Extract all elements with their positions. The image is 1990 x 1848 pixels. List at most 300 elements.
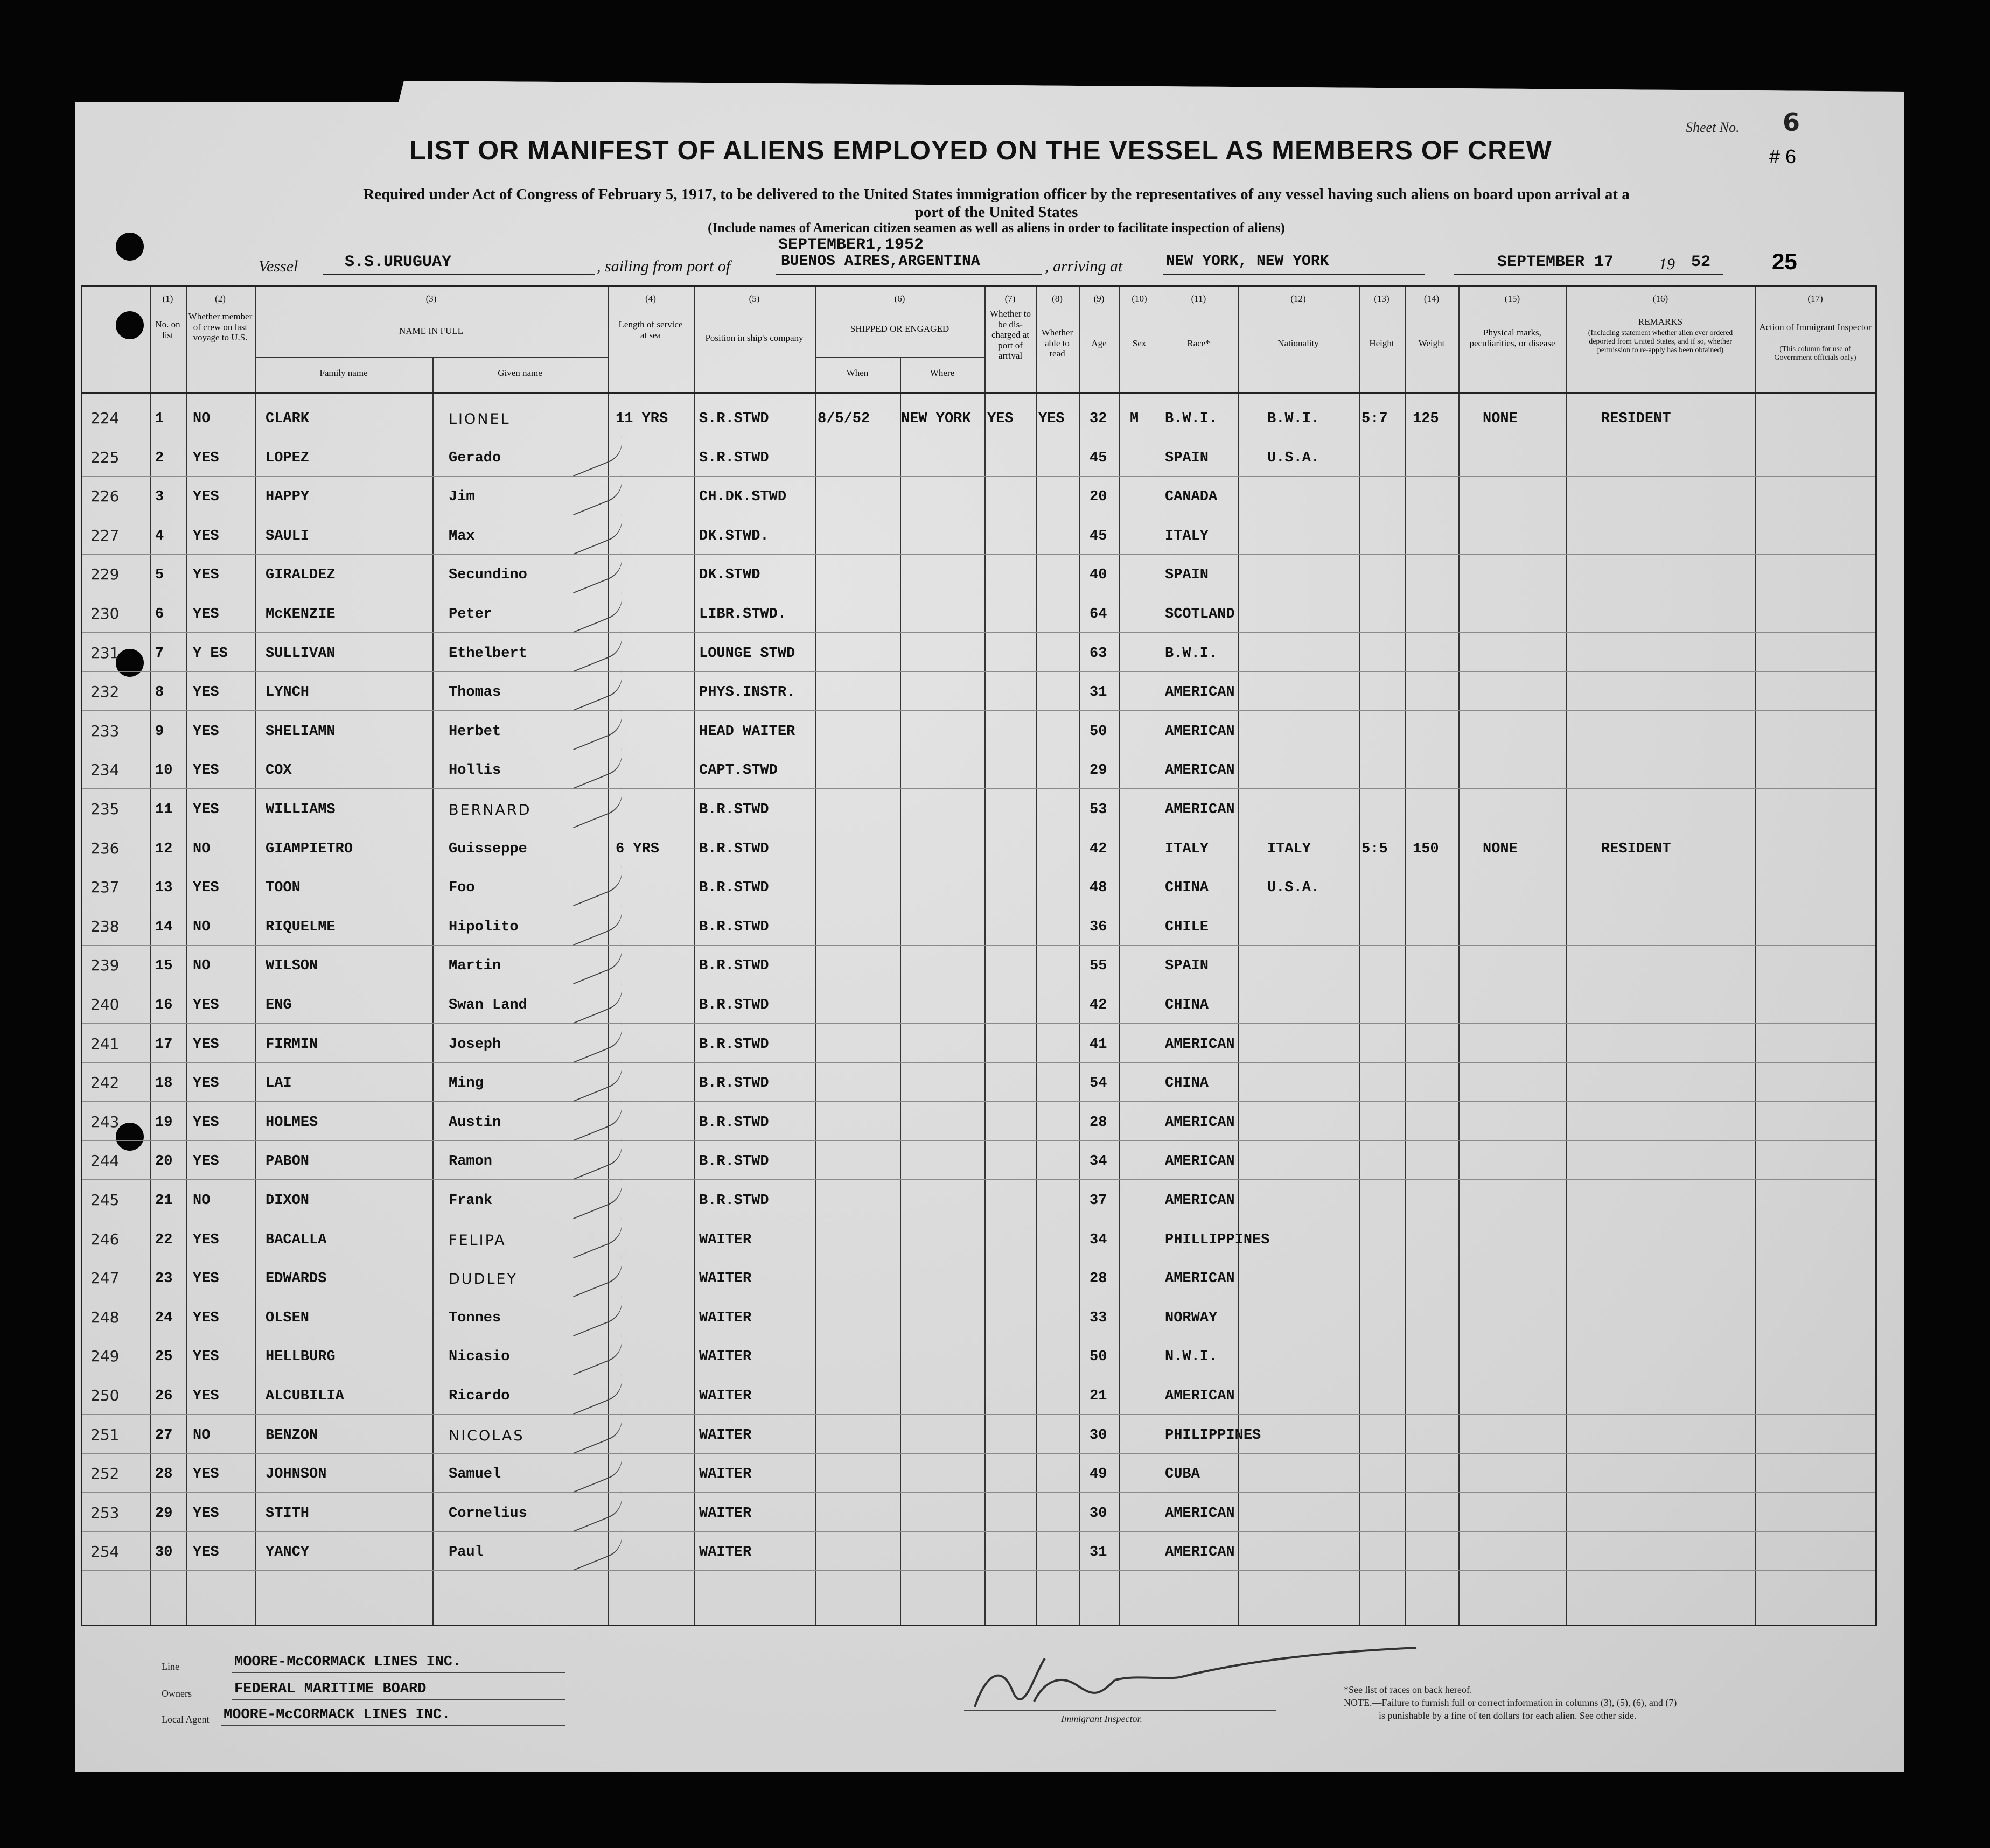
col-header-discharged: Whether to be dis-charged at port of arrival (990, 309, 1031, 361)
cell-race: SPAIN (1165, 567, 1209, 584)
row-rule (82, 671, 1875, 672)
cell-no: 3 (155, 489, 164, 506)
col-header-weight: Weight (1418, 338, 1445, 348)
cell-given-name: BERNARD (449, 802, 532, 818)
punch-hole (116, 233, 144, 261)
cell-position: WAITER (699, 1466, 752, 1483)
cell-last-voyage: NO (193, 919, 211, 935)
table-row (82, 997, 1875, 1036)
vessel-label: Vessel (259, 257, 298, 275)
cell-race: AMERICAN (1165, 1388, 1235, 1404)
table-row (82, 724, 1875, 762)
cell-race: PHILIPPINES (1165, 1427, 1261, 1444)
cell-age: 55 (1090, 958, 1107, 975)
cell-given-name: LIONEL (449, 411, 511, 428)
cell-race: AMERICAN (1165, 802, 1235, 818)
cell-last-voyage: NO (193, 411, 211, 427)
col-header-no: No. on list (155, 319, 180, 340)
cell-nationality: B.W.I. (1267, 411, 1320, 427)
cell-no: 10 (155, 762, 173, 779)
cell-given-name: Austin (449, 1114, 501, 1131)
cell-family-name: BACALLA (266, 1231, 327, 1248)
cell-age: 28 (1090, 1271, 1107, 1287)
cell-race: AMERICAN (1165, 1036, 1235, 1053)
table-row (82, 1388, 1875, 1427)
cell-race: CHINA (1165, 997, 1209, 1013)
cell-age: 63 (1090, 645, 1107, 662)
cell-nationality: U.S.A. (1267, 880, 1320, 897)
inspector-line (964, 1710, 1276, 1711)
col-header-where: Where (930, 368, 955, 378)
row-reference: 254 (90, 1543, 120, 1561)
col-header-inspector: Action of Immigrant Inspector (1759, 322, 1872, 332)
cell-last-voyage: YES (193, 1388, 219, 1404)
cell-family-name: LOPEZ (266, 450, 310, 466)
row-reference: 232 (90, 683, 120, 701)
row-reference: 243 (90, 1112, 120, 1131)
penalty-note-2: is punishable by a fine of ten dollars for each alien. See other side. (1379, 1710, 1637, 1721)
cell-position: WAITER (699, 1231, 752, 1248)
cell-position: B.R.STWD (699, 802, 769, 818)
cell-age: 48 (1090, 880, 1107, 897)
cell-position: B.R.STWD (699, 1075, 769, 1092)
cell-weight: 125 (1413, 411, 1439, 427)
col-13-number: (13) (1374, 293, 1389, 304)
cell-no: 23 (155, 1271, 173, 1287)
cell-position: CAPT.STWD (699, 762, 778, 779)
cell-given-name: Tonnes (449, 1310, 501, 1326)
cell-position: B.R.STWD (699, 1114, 769, 1131)
row-reference: 238 (90, 917, 120, 935)
owners-label: Owners (162, 1688, 192, 1699)
row-rule (82, 1062, 1875, 1063)
cell-given-name: Martin (449, 958, 501, 975)
cell-given-name: Secundino (449, 567, 527, 584)
cell-family-name: TOON (266, 880, 301, 897)
cell-age: 21 (1090, 1388, 1107, 1404)
cell-family-name: HAPPY (266, 489, 310, 506)
cell-family-name: JOHNSON (266, 1466, 327, 1483)
cell-race: AMERICAN (1165, 1193, 1235, 1209)
cell-given-name: Hipolito (449, 919, 519, 935)
cell-position: LIBR.STWD. (699, 606, 787, 622)
table-row (82, 919, 1875, 958)
cell-no: 21 (155, 1193, 173, 1209)
cell-family-name: SAULI (266, 528, 310, 544)
table-row (82, 1466, 1875, 1505)
cell-last-voyage: YES (193, 1544, 219, 1561)
cell-age: 50 (1090, 1349, 1107, 1366)
cell-position: WAITER (699, 1505, 752, 1522)
arrival-year-prefix: 19 (1659, 255, 1675, 273)
row-rule (82, 1570, 1875, 1571)
cell-given-name: Swan Land (449, 997, 527, 1013)
cell-race: AMERICAN (1165, 1153, 1235, 1170)
cell-given-name: Paul (449, 1544, 484, 1561)
row-rule (82, 1531, 1875, 1532)
cell-no: 5 (155, 567, 164, 584)
cell-family-name: LAI (266, 1075, 292, 1092)
table-row (82, 606, 1875, 645)
cell-given-name: Ethelbert (449, 645, 527, 662)
agent-label: Local Agent (162, 1714, 210, 1725)
arriving-port: NEW YORK, NEW YORK (1166, 253, 1329, 270)
row-reference: 237 (90, 878, 120, 897)
table-row (82, 1544, 1875, 1583)
cell-age: 34 (1090, 1153, 1107, 1170)
cell-remarks: RESIDENT (1601, 841, 1671, 857)
cell-race: AMERICAN (1165, 1271, 1235, 1287)
cell-family-name: BENZON (266, 1427, 318, 1444)
cell-family-name: HELLBURG (266, 1349, 336, 1366)
cell-race: B.W.I. (1165, 645, 1218, 662)
col-1-number: (1) (162, 293, 173, 304)
cell-family-name: SULLIVAN (266, 645, 336, 662)
cell-age: 64 (1090, 606, 1107, 622)
cell-race: AMERICAN (1165, 1505, 1235, 1522)
table-row (82, 450, 1875, 489)
col-12-number: (12) (1290, 293, 1306, 304)
row-reference: 245 (90, 1191, 120, 1209)
table-row (82, 841, 1875, 880)
row-rule (82, 1453, 1875, 1454)
cell-age: 40 (1090, 567, 1107, 584)
row-reference: 241 (90, 1034, 120, 1053)
cell-no: 14 (155, 919, 173, 935)
subtitle-line-1: Required under Act of Congress of February 5, 1917, to be delivered to the United States immigration officer by the representatives of any vessel having such aliens on board upon arrival at a (363, 186, 1630, 203)
col-header-sex: Sex (1132, 338, 1147, 348)
line-value: MOORE-McCORMACK LINES INC. (234, 1654, 462, 1670)
row-reference: 231 (90, 643, 120, 662)
col-10-number: (10) (1132, 293, 1147, 304)
cell-last-voyage: YES (193, 723, 219, 740)
sailing-label: , sailing from port of (597, 257, 731, 275)
cell-family-name: STITH (266, 1505, 310, 1522)
cell-last-voyage: YES (193, 802, 219, 818)
cell-family-name: HOLMES (266, 1114, 318, 1131)
cell-last-voyage: YES (193, 1271, 219, 1287)
header-rule (82, 392, 1875, 394)
row-rule (82, 1414, 1875, 1415)
cell-no: 1 (155, 411, 164, 427)
cell-last-voyage: YES (193, 684, 219, 701)
cell-last-voyage: Y ES (193, 645, 228, 662)
cell-race: AMERICAN (1165, 762, 1235, 779)
cell-race: CUBA (1165, 1466, 1200, 1483)
col-header-position: Position in ship's company (705, 333, 804, 343)
cell-age: 50 (1090, 723, 1107, 740)
table-row (82, 1349, 1875, 1388)
penalty-note-1: NOTE.—Failure to furnish full or correct information in columns (3), (5), (6), and (7) (1344, 1697, 1677, 1708)
cell-last-voyage: YES (193, 1349, 219, 1366)
cell-last-voyage: YES (193, 762, 219, 779)
cell-remarks: RESIDENT (1601, 411, 1671, 427)
cell-race: SCOTLAND (1165, 606, 1235, 622)
cell-no: 16 (155, 997, 173, 1013)
cell-given-name: NICOLAS (449, 1427, 525, 1444)
cell-last-voyage: YES (193, 1310, 219, 1326)
cell-service: 11 YRS (616, 411, 668, 427)
table-row (82, 684, 1875, 723)
col-header-service: Length of service at sea (618, 319, 683, 340)
row-reference: 249 (90, 1347, 120, 1366)
cell-family-name: LYNCH (266, 684, 310, 701)
table-row (82, 880, 1875, 919)
cell-race: N.W.I. (1165, 1349, 1218, 1366)
cell-no: 8 (155, 684, 164, 701)
row-rule (82, 632, 1875, 633)
col-header-nationality: Nationality (1277, 338, 1319, 348)
line-underline (232, 1672, 565, 1673)
row-reference: 226 (90, 487, 120, 506)
col-7-number: (7) (1004, 293, 1016, 304)
col-16-number: (16) (1652, 293, 1668, 304)
cell-race: B.W.I. (1165, 411, 1218, 427)
cell-family-name: ALCUBILIA (266, 1388, 344, 1404)
table-row (82, 643, 1875, 684)
cell-no: 2 (155, 450, 164, 466)
cell-family-name: GIAMPIETRO (266, 841, 353, 857)
col-2-number: (2) (215, 293, 226, 304)
arrival-year: 52 (1691, 253, 1711, 271)
cell-family-name: McKENZIE (266, 606, 336, 622)
vessel-name: S.S.URUGUAY (345, 253, 452, 271)
agent-underline (221, 1725, 565, 1726)
cell-age: 42 (1090, 841, 1107, 857)
cell-last-voyage: YES (193, 997, 219, 1013)
col-header-height: Height (1369, 338, 1394, 348)
crew-table (81, 285, 1877, 1626)
cell-family-name: SHELIAMN (266, 723, 336, 740)
sheet-number-label: Sheet No. (1686, 120, 1740, 135)
col-header-read: Whether able to read (1041, 327, 1073, 359)
row-rule (82, 945, 1875, 946)
cell-position: DK.STWD. (699, 528, 769, 544)
inspector-label: Immigrant Inspector. (1061, 1713, 1142, 1724)
sailing-port: BUENOS AIRES,ARGENTINA (781, 253, 980, 270)
row-rule (82, 1023, 1875, 1024)
cell-position: WAITER (699, 1310, 752, 1326)
row-reference: 250 (90, 1387, 120, 1404)
row-reference: 235 (90, 800, 120, 818)
cell-race: AMERICAN (1165, 684, 1235, 701)
cell-last-voyage: YES (193, 450, 219, 466)
cell-given-name: Peter (449, 606, 493, 622)
cell-no: 25 (155, 1349, 173, 1366)
cell-no: 6 (155, 606, 164, 622)
cell-last-voyage: YES (193, 1231, 219, 1248)
row-reference: 229 (90, 565, 120, 584)
cell-given-name: Herbet (449, 723, 501, 740)
cell-position: B.R.STWD (699, 1036, 769, 1053)
cell-no: 12 (155, 841, 173, 857)
cell-race: AMERICAN (1165, 1114, 1235, 1131)
cell-no: 29 (155, 1505, 173, 1522)
cell-position: WAITER (699, 1544, 752, 1561)
cell-last-voyage: YES (193, 1466, 219, 1483)
cell-age: 31 (1090, 684, 1107, 701)
row-reference: 240 (90, 996, 120, 1013)
table-row (82, 762, 1875, 801)
col-14-number: (14) (1423, 293, 1440, 304)
cell-race: ITALY (1165, 841, 1209, 857)
cell-age: 29 (1090, 762, 1107, 779)
cell-race: PHILLIPPINES (1165, 1231, 1270, 1248)
manifest-footer (81, 1632, 1877, 1772)
row-reference: 234 (90, 761, 120, 779)
cell-height: 5:5 (1361, 841, 1388, 857)
col-header-last-voyage: Whether member of crew on last voyage to U.S. (188, 311, 253, 343)
cell-no: 19 (155, 1114, 173, 1131)
col-11-number: (11) (1191, 293, 1206, 304)
cell-given-name: Gerado (449, 450, 501, 466)
cell-no: 27 (155, 1427, 173, 1444)
table-row (82, 411, 1875, 450)
cell-last-voyage: NO (193, 1427, 211, 1444)
col-header-age: Age (1091, 338, 1107, 348)
row-reference: 247 (90, 1269, 120, 1287)
table-row (82, 1112, 1875, 1153)
cell-given-name: Frank (449, 1193, 493, 1209)
row-reference: 244 (90, 1152, 120, 1170)
cell-given-name: Ramon (449, 1153, 493, 1170)
cell-age: 42 (1090, 997, 1107, 1013)
cell-family-name: ENG (266, 997, 292, 1013)
table-row (82, 1075, 1875, 1114)
cell-position: LOUNGE STWD (699, 645, 795, 662)
cell-position: B.R.STWD (699, 958, 769, 975)
col-header-race: Race* (1187, 338, 1210, 348)
table-row (82, 1153, 1875, 1192)
cell-given-name: Jim (449, 489, 475, 506)
cell-age: 54 (1090, 1075, 1107, 1092)
cell-no: 30 (155, 1544, 173, 1561)
row-reference: 248 (90, 1308, 120, 1326)
cell-family-name: RIQUELME (266, 919, 336, 935)
cell-family-name: EDWARDS (266, 1271, 327, 1287)
cell-no: 11 (155, 802, 173, 818)
row-rule (82, 788, 1875, 789)
cell-family-name: FIRMIN (266, 1036, 318, 1053)
cell-given-name: Nicasio (449, 1349, 510, 1366)
cell-position: DK.STWD (699, 567, 760, 584)
cell-position: S.R.STWD (699, 450, 769, 466)
cell-given-name: Max (449, 528, 475, 544)
name-subheader-rule (255, 357, 608, 358)
race-note: *See list of races on back hereof. (1344, 1684, 1472, 1695)
cell-marks: NONE (1483, 841, 1518, 857)
cell-position: HEAD WAITER (699, 723, 795, 740)
sailing-date: SEPTEMBER1,1952 (778, 236, 924, 254)
col-17-number: (17) (1807, 293, 1823, 304)
cell-nationality: U.S.A. (1267, 450, 1320, 466)
cell-last-voyage: YES (193, 1114, 219, 1131)
cell-family-name: DIXON (266, 1193, 310, 1209)
row-reference: 236 (90, 839, 120, 857)
col-6-number: (6) (894, 293, 905, 304)
row-reference: 252 (90, 1465, 120, 1483)
cell-race: ITALY (1165, 528, 1209, 544)
cell-age: 41 (1090, 1036, 1107, 1053)
cell-position: WAITER (699, 1349, 752, 1366)
cell-age: 34 (1090, 1231, 1107, 1248)
cell-position: B.R.STWD (699, 880, 769, 897)
cell-given-name: FELIPA (449, 1231, 506, 1249)
cell-position: B.R.STWD (699, 1153, 769, 1170)
cell-position: B.R.STWD (699, 997, 769, 1013)
cell-no: 17 (155, 1036, 173, 1053)
cell-race: CANADA (1165, 489, 1218, 506)
cell-family-name: COX (266, 762, 292, 779)
cell-age: 36 (1090, 919, 1107, 935)
cell-given-name: Ming (449, 1075, 484, 1092)
cell-race: SPAIN (1165, 450, 1209, 466)
cell-given-name: Cornelius (449, 1505, 527, 1522)
col-header-remarks: REMARKS (1638, 317, 1683, 327)
row-reference: 233 (90, 722, 120, 740)
arriving-underline (1163, 274, 1425, 275)
col-5-number: (5) (749, 293, 760, 304)
cell-last-voyage: YES (193, 880, 219, 897)
cell-age: 20 (1090, 489, 1107, 506)
cell-no: 7 (155, 645, 164, 662)
cell-discharged: YES (987, 411, 1014, 427)
cell-position: B.R.STWD (699, 841, 769, 857)
col-header-name: NAME IN FULL (399, 326, 463, 336)
col-header-inspector-note: (This column for use of Government officials only) (1774, 345, 1856, 362)
cell-age: 45 (1090, 450, 1107, 466)
table-row (82, 489, 1875, 528)
arrival-underline (1454, 274, 1723, 275)
page-title: LIST OR MANIFEST OF ALIENS EMPLOYED ON THE VESSEL AS MEMBERS OF CREW (409, 135, 1552, 165)
cell-age: 45 (1090, 528, 1107, 544)
cell-position: B.R.STWD (699, 1193, 769, 1209)
line-label: Line (162, 1661, 179, 1672)
row-reference: 227 (90, 526, 120, 544)
row-rule (82, 554, 1875, 555)
row-reference: 242 (90, 1074, 120, 1092)
cell-last-voyage: YES (193, 1505, 219, 1522)
cell-position: WAITER (699, 1271, 752, 1287)
cell-no: 20 (155, 1153, 173, 1170)
cell-race: NORWAY (1165, 1310, 1218, 1326)
col-header-when: When (846, 368, 869, 378)
row-rule (82, 1140, 1875, 1141)
cell-age: 31 (1090, 1544, 1107, 1561)
sailing-underline (776, 274, 1042, 275)
table-row (82, 1271, 1875, 1310)
cell-race: CHILE (1165, 919, 1209, 935)
cell-family-name: YANCY (266, 1544, 310, 1561)
cell-family-name: CLARK (266, 411, 310, 427)
cell-service: 6 YRS (616, 841, 660, 857)
cell-given-name: Samuel (449, 1466, 501, 1483)
cell-age: 30 (1090, 1505, 1107, 1522)
cell-marks: NONE (1483, 411, 1518, 427)
cell-race: AMERICAN (1165, 723, 1235, 740)
table-row (82, 1034, 1875, 1075)
row-reference: 230 (90, 605, 120, 622)
table-row (82, 567, 1875, 606)
cell-no: 26 (155, 1388, 173, 1404)
table-row (82, 1232, 1875, 1271)
row-reference: 253 (90, 1503, 120, 1522)
cell-no: 15 (155, 958, 173, 975)
cell-last-voyage: YES (193, 528, 219, 544)
cell-last-voyage: YES (193, 489, 219, 506)
cell-weight: 150 (1413, 841, 1439, 857)
owners-underline (232, 1699, 565, 1700)
